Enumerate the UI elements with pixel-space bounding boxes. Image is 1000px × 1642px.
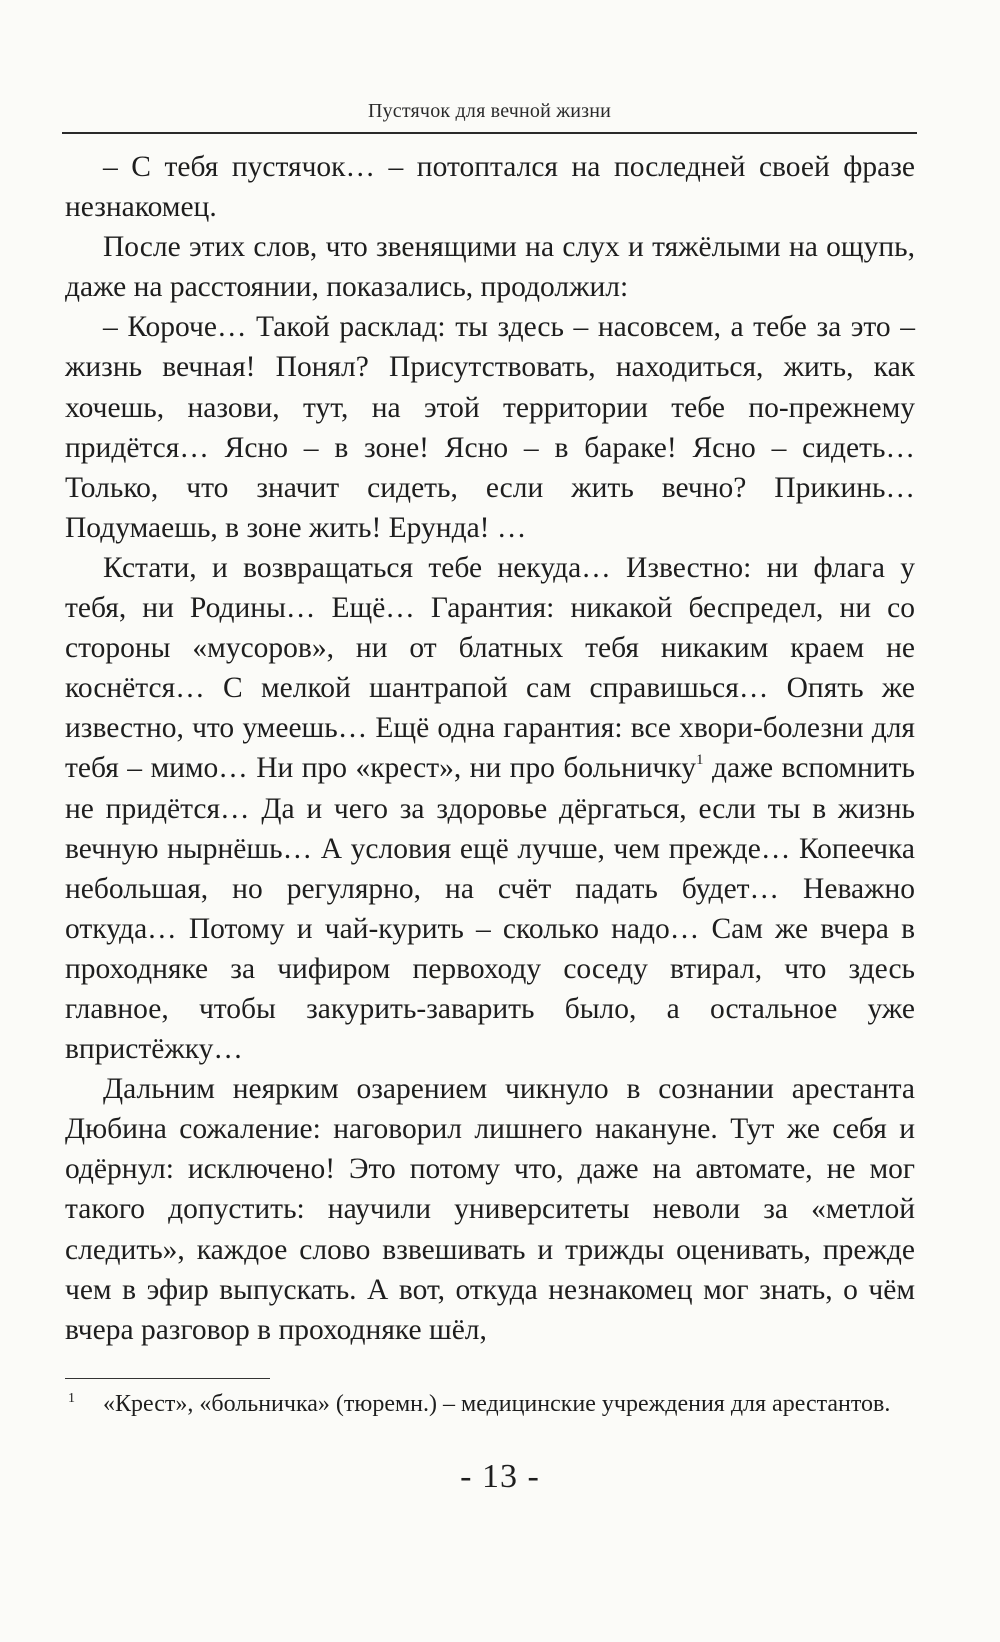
footnote-text: «Крест», «больничка» (тюремн.) – медицинские учреждения для арестантов. xyxy=(103,1391,891,1417)
paragraph-3: – Короче… Такой расклад: ты здесь – насовсем, а тебе за это – жизнь вечная! Понял? Присутствовать, находиться, жить, как хочешь, назови, тут, на этой территории тебе по-прежнему придётся… Ясно – в зоне! Ясно – в бараке! Ясно – сидеть… Только, что значит сидеть, если жить вечно? Прикинь… Подумаешь, в зоне жить! Ерунда! … xyxy=(65,311,915,544)
footnote-marker: 1 xyxy=(68,1391,75,1406)
paragraph-5: Дальним неярким озарением чикнуло в сознании арестанта Дюбина сожаление: наговорил лишнего накануне. Тут же себя и одёрнул: исключено! Это потому что, даже на автомате, не мог такого допустить: научили университеты неволи за «метлой следить», каждое слово взвешивать и трижды оценивать, прежде чем в эфир выпускать. А вот, откуда незнакомец мог знать, о чём вчера разговор в проходняке шёл, xyxy=(65,1073,915,1346)
footnote-rule xyxy=(65,1378,270,1379)
paragraph-4-part-2: даже вспомнить не придётся… Да и чего за здоровье дёргаться, если ты в жизнь вечную нырнёшь… А условия ещё лучше, чем прежде… Копеечка небольшая, но регулярно, на счёт падать будет… Неважно откуда… Потому и чай-курить – сколько надо… Сам же вчера в проходняке за чифиром первоходу соседу втирал, что здесь главное, чтобы закурить-заварить было, а остальное уже впристёжку… xyxy=(65,752,915,1066)
running-title: Пустячок для вечной жизни xyxy=(367,100,612,122)
body-text xyxy=(65,147,915,1350)
paragraph-1: – С тебя пустячок… – потоптался на последней своей фразе незнакомец. xyxy=(65,151,915,224)
paragraph-4 xyxy=(65,548,915,1069)
header-rule xyxy=(62,132,917,134)
paragraph-4-part-1: Кстати, и возвращаться тебе некуда… Известно: ни флага у тебя, ни Родины… Ещё… Гарантия: никакой беспредел, ни со стороны «мусоров», ни от блатных тебя никаким краем не коснётся… С мелкой шантрапой сам справишься… Опять же известно, что умеешь… Ещё одна гарантия: все хвори-болезни для тебя – мимо… Ни про «крест», ни про больничку xyxy=(65,551,915,785)
paragraph-2: После этих слов, что звенящими на слух и тяжёлыми на ощупь, даже на расстоянии, показались, продолжил: xyxy=(65,231,915,304)
footnote-reference[interactable]: 1 xyxy=(696,752,704,769)
page-number: - 13 - xyxy=(460,1458,540,1495)
